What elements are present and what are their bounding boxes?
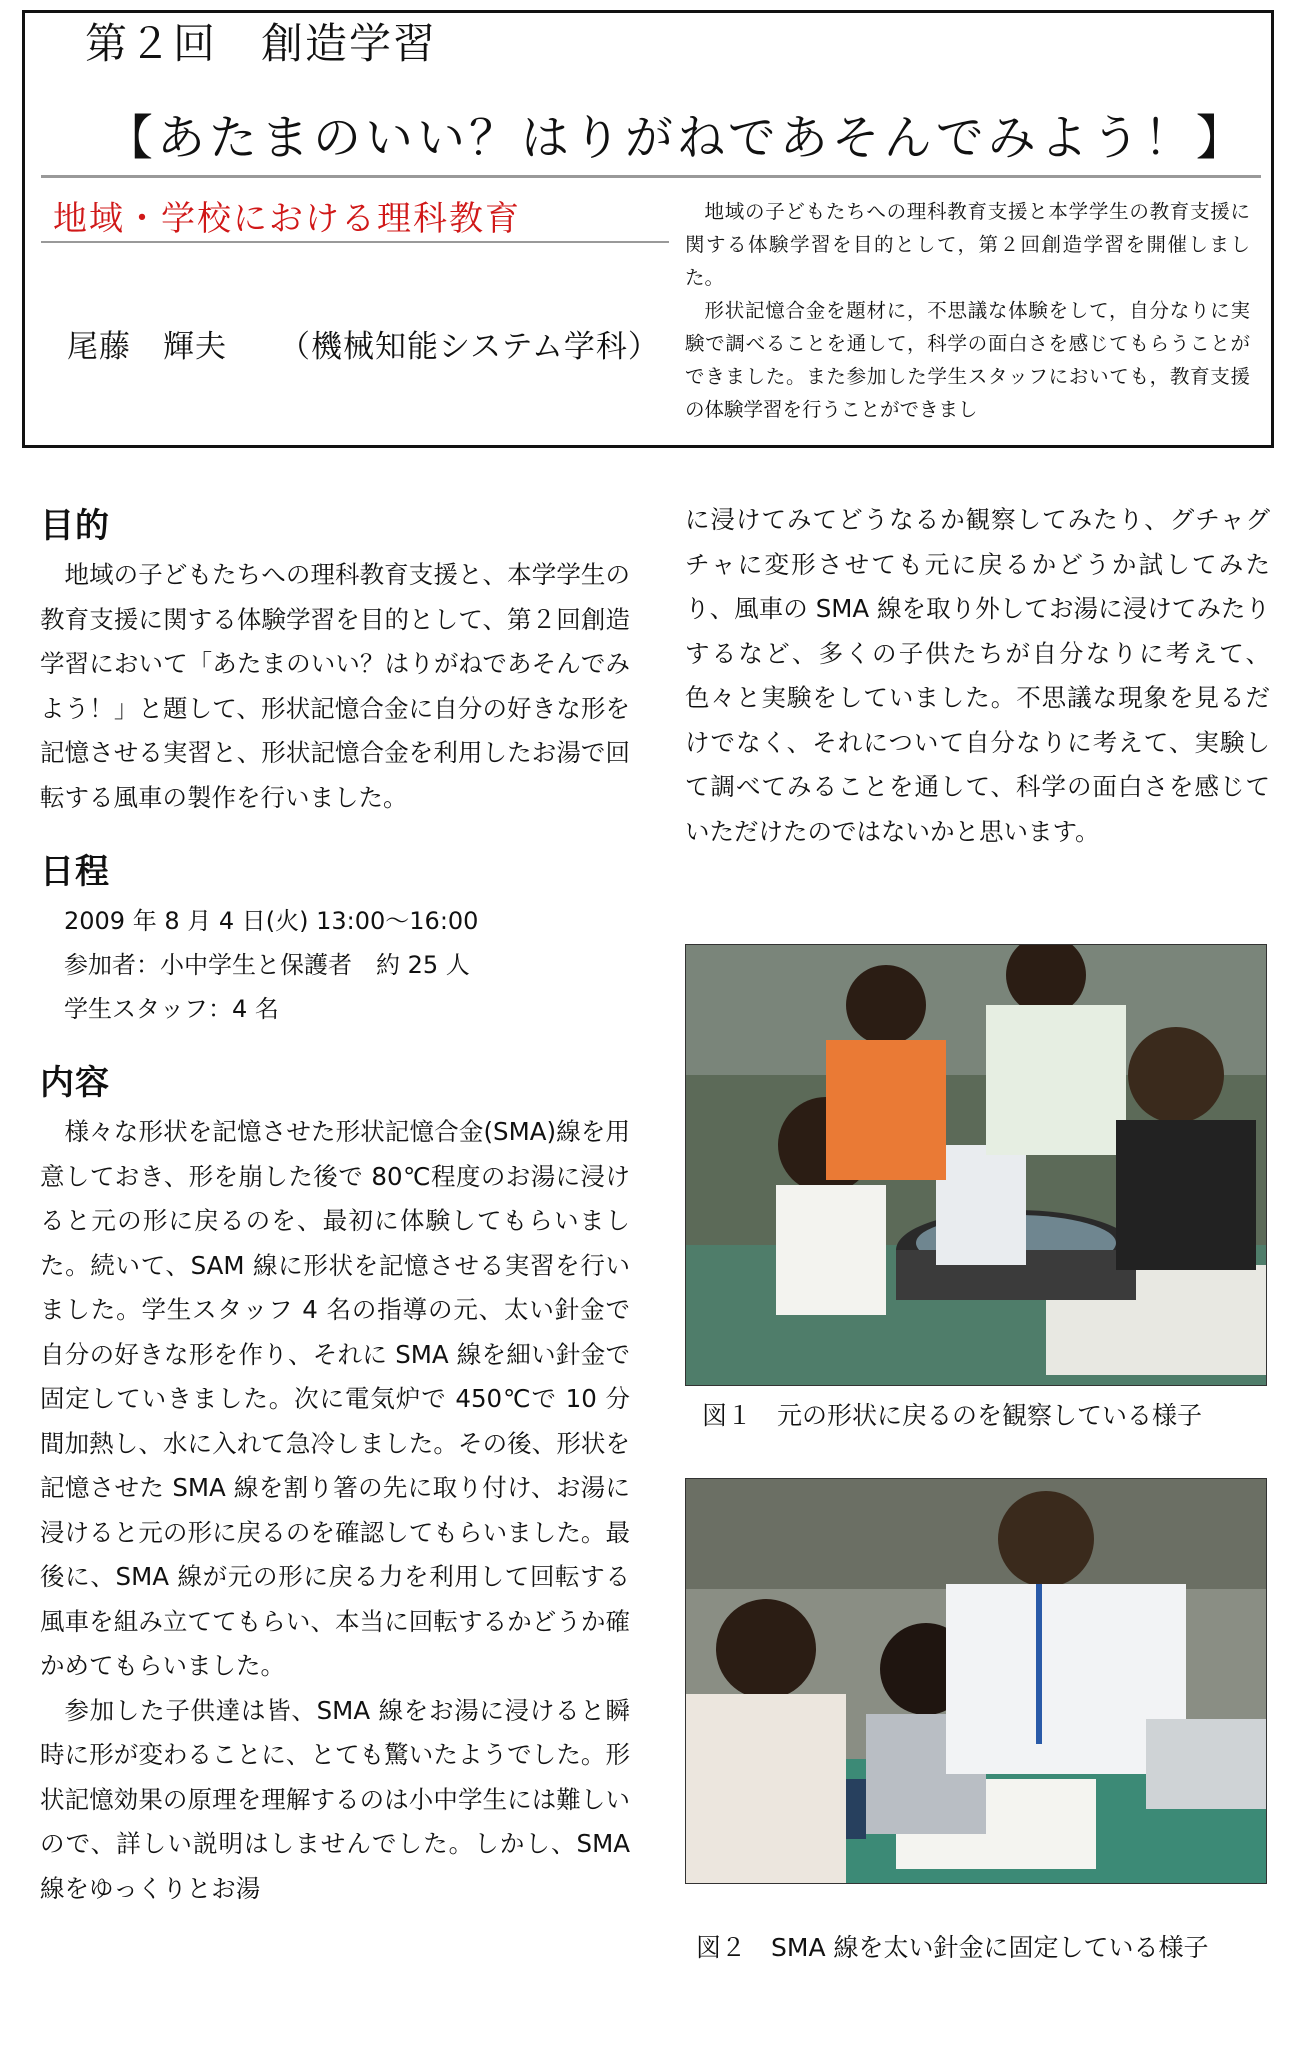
figure-1-caption: 図１ 元の形状に戻るのを観察している様子 [702,1401,1203,1430]
category-divider [41,241,669,243]
content-heading: 内容 [40,1063,110,1103]
purpose-text: 地域の子どもたちへの理科教育支援と、本学学生の教育支援に関する体験学習を目的として、第２回創造学習において「あたまのいい？はりがねであそんでみよう！」と題して、形状記憶合金に自分の好きな形を記憶させる実習と、形状記憶合金を利用したお湯で回転する風車の製作を行いました。 [40,560,630,812]
content-paragraph-1: 様々な形状を記憶させた形状記憶合金(SMA)線を用意しておき、形を崩した後で 80℃程度のお湯に浸けると元の形に戻るのを、最初に体験してもらいました。続いて、SAM 線に形状を記憶させる実習を行いました。学生スタッフ 4 名の指導の元、太い針金で自分の好きな形を作り、それに SMA 線を細い針金で固定していきました。次に電気炉で 450℃で 10 分間加熱し、水に入れて急冷しました。その後、形状を記憶させた SMA 線を割り箸の先に取り付け、お湯に浸けると元の形に戻るのを確認してもらいました。最後に、SMA 線が元の形に戻る力を利用して回転する風車を組み立ててもらい、本当に回転するかどうか確かめてもらいました。 [40,1117,630,1680]
figure-2-photo [685,1478,1267,1884]
abstract-paragraph-1: 地域の子どもたちへの理科教育支援と本学学生の教育支援に関する体験学習を目的として，第２回創造学習を開催しました。 [685,200,1250,289]
series-title: 第２回 創造学習 [85,19,438,68]
abstract [685,195,1250,441]
figure-1-photo [685,944,1267,1386]
left-column [40,498,630,1911]
author-name: 尾藤 輝夫 [67,329,227,365]
schedule-date: 2009 年 8 月 4 日(火) 13:00〜16:00 [64,907,479,935]
author-line [67,321,660,366]
category-label: 地域・学校における理科教育 [53,199,521,239]
schedule-heading: 日程 [40,852,110,892]
author-affiliation: （機械知能システム学科） [279,329,660,365]
figure-2-caption: 図２ SMA 線を太い針金に固定している様子 [696,1933,1209,1962]
schedule-participants: 参加者：小中学生と保護者 約 25 人 [64,951,470,979]
title-divider [41,175,1261,178]
schedule-staff: 学生スタッフ：4 名 [64,995,279,1023]
main-title: 【あたまのいい？はりがねであそんでみよう！】 [105,110,1248,166]
abstract-paragraph-2: 形状記憶合金を題材に，不思議な体験をして，自分なりに実験で調べることを通して，科学の面白さを感じてもらうことができました。また参加した学生スタッフにおいても，教育支援の体験学習を行うことができまし [685,299,1250,421]
right-column [685,498,1270,854]
content-paragraph-2: 参加した子供達は皆、SMA 線をお湯に浸けると瞬時に形が変わることに、とても驚いたようでした。形状記憶効果の原理を理解するのは小中学生には難しいので、詳しい説明はしませんでした。しかし、SMA 線をゆっくりとお湯 [40,1695,630,1903]
header-box [22,10,1274,448]
schedule-block [40,899,630,1031]
content-paragraph-2-continued: に浸けてみてどうなるか観察してみたり、グチャグチャに変形させても元に戻るかどうか試してみたり、風車の SMA 線を取り外してお湯に浸けてみたりするなど、多くの子供たちが自分なりに考えて、色々と実験をしていました。不思議な現象を見るだけでなく、それについて自分なりに考えて、実験して調べてみることを通して、科学の面白さを感じていただけたのではないかと思います。 [685,505,1270,846]
purpose-heading: 目的 [40,506,110,546]
